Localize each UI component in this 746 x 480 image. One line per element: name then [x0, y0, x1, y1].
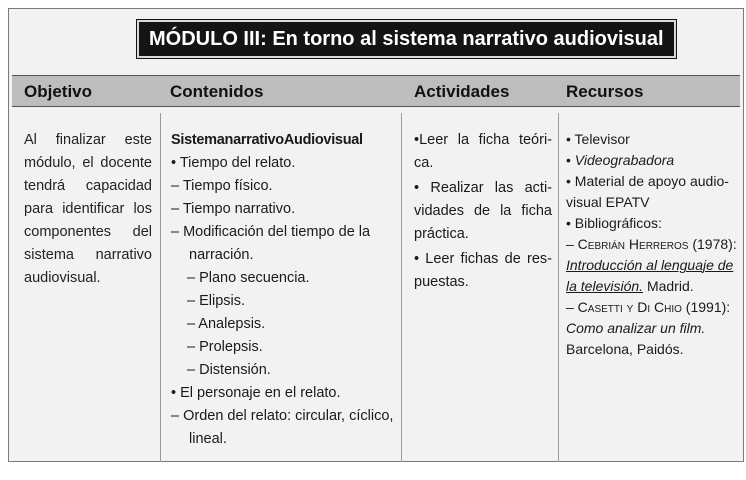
list-item: •Leer la ficha teóri-ca.: [414, 132, 552, 171]
list-item: – Analepsis.: [187, 316, 266, 332]
reference-publisher: Barcelona, Paidós.: [566, 341, 684, 357]
list-item: [566, 150, 738, 171]
contenidos-cell: [171, 113, 399, 451]
reference-publisher: Madrid.: [646, 278, 694, 294]
header-actividades: Actividades: [414, 82, 510, 101]
recursos-cell: [566, 113, 738, 360]
list-item: • Realizar las acti-vidades de la ficha práctica.: [414, 180, 552, 242]
actividades-cell: [414, 113, 552, 294]
reference-author: – Cebrián Herreros (1978):: [566, 236, 737, 252]
contenidos-heading: SistemanarrativoAudiovisual: [171, 132, 363, 148]
list-item: • Tiempo del relato.: [171, 155, 296, 171]
column-divider: [401, 113, 402, 462]
objetivo-cell: [24, 113, 152, 290]
list-item: – Plano secuencia.: [187, 270, 310, 286]
column-divider: [558, 113, 559, 462]
list-item: – Modificación del tiempo de la: [171, 224, 371, 240]
column-divider: [160, 113, 161, 462]
header-row: [12, 75, 740, 107]
list-item: – Tiempo narrativo.: [171, 201, 296, 217]
list-item: • Bibliográficos:: [566, 215, 662, 231]
list-item: – Distensión.: [187, 362, 271, 378]
list-item: • Material de apoyo audio-visual EPATV: [566, 173, 729, 210]
module-title: MÓDULO III: En torno al sistema narrativo audiovisual: [137, 20, 676, 58]
reference-item: [566, 255, 738, 297]
bullet: •: [566, 152, 571, 168]
header-contenidos: Contenidos: [170, 82, 264, 101]
list-item: narración.: [189, 247, 254, 263]
header-recursos: Recursos: [566, 82, 644, 101]
reference-title: Como analizar un film.: [566, 320, 706, 336]
list-item: • Televisor: [566, 131, 630, 147]
reference-item: [566, 318, 738, 360]
list-item: – Orden del relato: circular, cíclico,: [171, 408, 394, 424]
header-objetivo: Objetivo: [24, 82, 93, 101]
resource-title: Videograbadora: [574, 152, 675, 168]
list-item: – Prolepsis.: [187, 339, 263, 355]
list-item: lineal.: [189, 431, 227, 447]
reference-author: – Casetti y Di Chio (1991):: [566, 299, 731, 315]
list-item: • Leer fichas de res-puestas.: [414, 251, 552, 290]
list-item: – Tiempo físico.: [171, 178, 273, 194]
list-item: – Elipsis.: [187, 293, 246, 309]
objetivo-text: Al finalizar este módulo, el docente tendrá capacidad para identificar los componentes del sistema narrativo audiovisual.: [24, 132, 152, 286]
list-item: • El personaje en el relato.: [171, 385, 341, 401]
reference-title: Introducción al lenguaje de la televisión.: [566, 257, 734, 294]
